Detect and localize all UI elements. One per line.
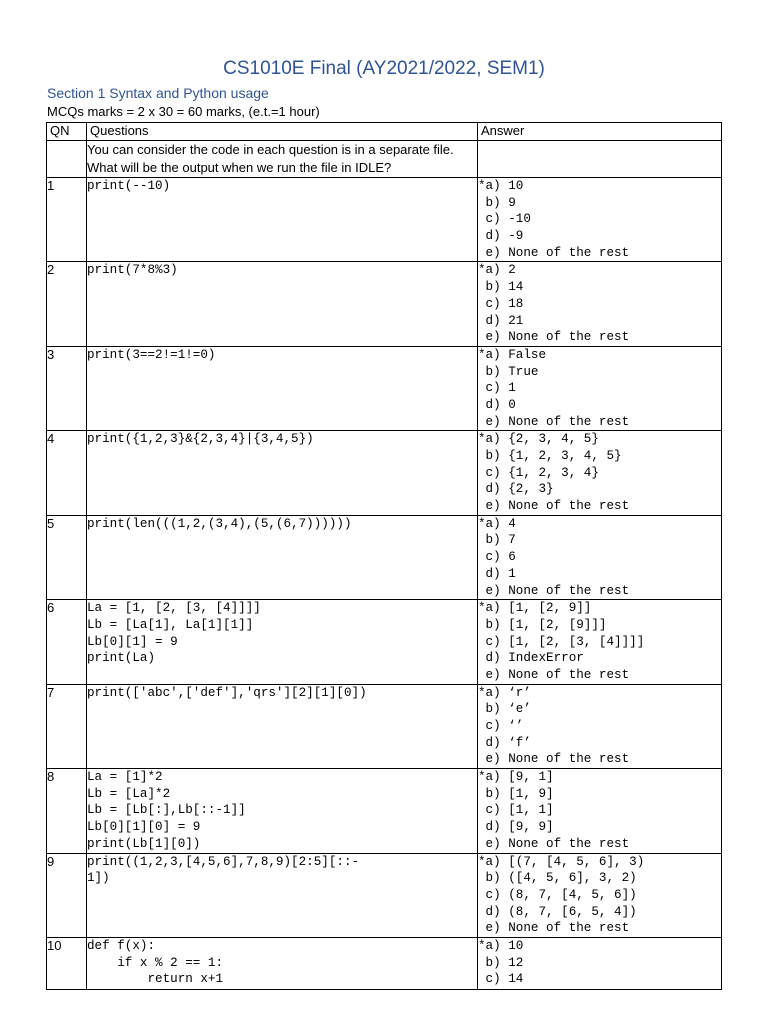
question-number: 9 [47, 853, 87, 937]
answer-option: d) 21 [478, 313, 524, 328]
answer-option: b) 7 [478, 533, 516, 548]
answer-option: c) 18 [478, 296, 524, 311]
answer-option: e) None of the rest [478, 667, 630, 682]
answer-option: d) {2, 3} [478, 482, 554, 497]
question-number: 4 [47, 431, 87, 515]
answer-option: b) ([4, 5, 6], 3, 2) [478, 871, 637, 886]
code-line: Lb[0][1] = 9 [87, 634, 178, 649]
intro-qn-cell [47, 141, 87, 178]
answer-option: b) {1, 2, 3, 4, 5} [478, 449, 622, 463]
answer-option: c) [1, 1] [478, 803, 554, 818]
answer-option: *a) 10 [478, 938, 524, 953]
answer-option: d) ‘f’ [478, 735, 531, 750]
code-line: print(La) [87, 651, 156, 666]
answer-option: d) (8, 7, [6, 5, 4]) [478, 904, 637, 919]
answer-option: c) ‘’ [478, 719, 524, 733]
code-line: print(3==2!=1!=0) [87, 347, 216, 362]
answer-option: e) None of the rest [478, 583, 630, 598]
question-row [47, 178, 722, 262]
answer-option: d) 0 [478, 397, 516, 412]
question-code [87, 769, 478, 853]
answer-option: *a) [1, [2, 9]] [478, 601, 592, 616]
answer-option: d) -9 [478, 229, 524, 244]
code-line: Lb[0][1][0] = 9 [87, 820, 201, 835]
answer-option: b) [1, [2, [9]]] [478, 617, 607, 632]
answer-option: c) 14 [478, 972, 524, 987]
code-line: print(--10) [87, 179, 171, 193]
code-line: print(len(((1,2,(3,4),(5,(6,7)))))) [87, 516, 352, 531]
answer-options [478, 853, 722, 937]
code-line: print(7*8%3) [87, 263, 178, 278]
question-row [47, 937, 722, 989]
document-title: CS1010E Final (AY2021/2022, SEM1) [223, 58, 545, 79]
answer-options [478, 769, 722, 853]
answer-option: b) 14 [478, 280, 524, 295]
answer-option: *a) 10 [478, 179, 524, 193]
question-row [47, 346, 722, 430]
question-number: 3 [47, 346, 87, 430]
code-line: def f(x): [87, 938, 156, 953]
question-code [87, 431, 478, 515]
question-code [87, 346, 478, 430]
answer-option: e) None of the rest [478, 752, 630, 767]
intro-text: You can consider the code in each question is in a separate file. What will be the output when we run the file in IDLE? [87, 141, 478, 178]
code-line: 1]) [87, 871, 110, 886]
answer-options [478, 937, 722, 989]
answer-option: b) [1, 9] [478, 786, 554, 801]
mcq-table-body [47, 141, 722, 990]
question-number: 1 [47, 178, 87, 262]
question-row [47, 769, 722, 853]
answer-option: b) True [478, 364, 539, 379]
answer-option: d) 1 [478, 566, 516, 581]
header-qn: QN [47, 123, 87, 141]
question-number: 5 [47, 515, 87, 599]
question-code [87, 178, 478, 262]
answer-options [478, 515, 722, 599]
answer-options [478, 262, 722, 346]
answer-option: d) [9, 9] [478, 820, 554, 835]
question-number: 2 [47, 262, 87, 346]
answer-option: *a) False [478, 347, 547, 362]
code-line: print(['abc',['def'],'qrs'][2][1][0]) [87, 685, 367, 700]
mcq-table [46, 122, 722, 990]
table-header-row [47, 123, 722, 141]
marks-info: MCQs marks = 2 x 30 = 60 marks, (e.t.=1 hour) [47, 104, 320, 119]
answer-option: *a) ‘r’ [478, 685, 531, 700]
answer-option: *a) 4 [478, 516, 516, 531]
answer-options [478, 600, 722, 684]
answer-options [478, 346, 722, 430]
answer-option: b) 12 [478, 955, 524, 970]
header-answer: Answer [478, 123, 722, 141]
question-row [47, 262, 722, 346]
question-code [87, 684, 478, 768]
answer-option: c) 1 [478, 381, 516, 396]
answer-option: e) None of the rest [478, 330, 630, 345]
answer-option: b) ‘e’ [478, 702, 531, 717]
question-code [87, 937, 478, 989]
answer-option: *a) {2, 3, 4, 5} [478, 432, 599, 447]
answer-option: b) 9 [478, 195, 516, 210]
question-number: 8 [47, 769, 87, 853]
intro-answer-cell [478, 141, 722, 178]
question-row [47, 853, 722, 937]
answer-option: c) [1, [2, [3, [4]]]] [478, 634, 645, 649]
intro-row [47, 141, 722, 178]
question-number: 6 [47, 600, 87, 684]
header-questions: Questions [87, 123, 478, 141]
question-number: 10 [47, 937, 87, 989]
answer-option: c) (8, 7, [4, 5, 6]) [478, 887, 637, 902]
question-row [47, 431, 722, 515]
code-line: print(Lb[1][0]) [87, 836, 201, 851]
answer-option: e) None of the rest [478, 921, 630, 936]
question-code [87, 853, 478, 937]
code-line: return x+1 [87, 972, 224, 987]
answer-option: *a) [9, 1] [478, 770, 554, 785]
code-line: print((1,2,3,[4,5,6],7,8,9)[2:5][::- [87, 854, 360, 869]
question-row [47, 515, 722, 599]
answer-options [478, 178, 722, 262]
answer-option: c) -10 [478, 212, 531, 227]
answer-options [478, 431, 722, 515]
question-code [87, 515, 478, 599]
question-row [47, 600, 722, 684]
answer-option: e) None of the rest [478, 499, 630, 514]
answer-option: *a) [(7, [4, 5, 6], 3) [478, 854, 645, 869]
code-line: Lb = [La]*2 [87, 786, 171, 801]
answer-option: e) None of the rest [478, 414, 630, 429]
code-line: Lb = [Lb[:],Lb[::-1]] [87, 803, 246, 818]
question-code [87, 600, 478, 684]
code-line: if x % 2 == 1: [87, 955, 224, 970]
question-code [87, 262, 478, 346]
code-line: print({1,2,3}&{2,3,4}|{3,4,5}) [87, 432, 314, 447]
answer-option: d) IndexError [478, 651, 584, 666]
answer-option: *a) 2 [478, 263, 516, 278]
code-line: La = [1, [2, [3, [4]]]] [87, 601, 261, 616]
answer-option: e) None of the rest [478, 836, 630, 851]
code-line: La = [1]*2 [87, 770, 163, 785]
answer-options [478, 684, 722, 768]
answer-option: c) 6 [478, 550, 516, 565]
code-line: Lb = [La[1], La[1][1]] [87, 617, 254, 632]
question-row [47, 684, 722, 768]
section-heading: Section 1 Syntax and Python usage [47, 85, 269, 101]
question-number: 7 [47, 684, 87, 768]
answer-option: c) {1, 2, 3, 4} [478, 465, 599, 480]
answer-option: e) None of the rest [478, 245, 630, 260]
